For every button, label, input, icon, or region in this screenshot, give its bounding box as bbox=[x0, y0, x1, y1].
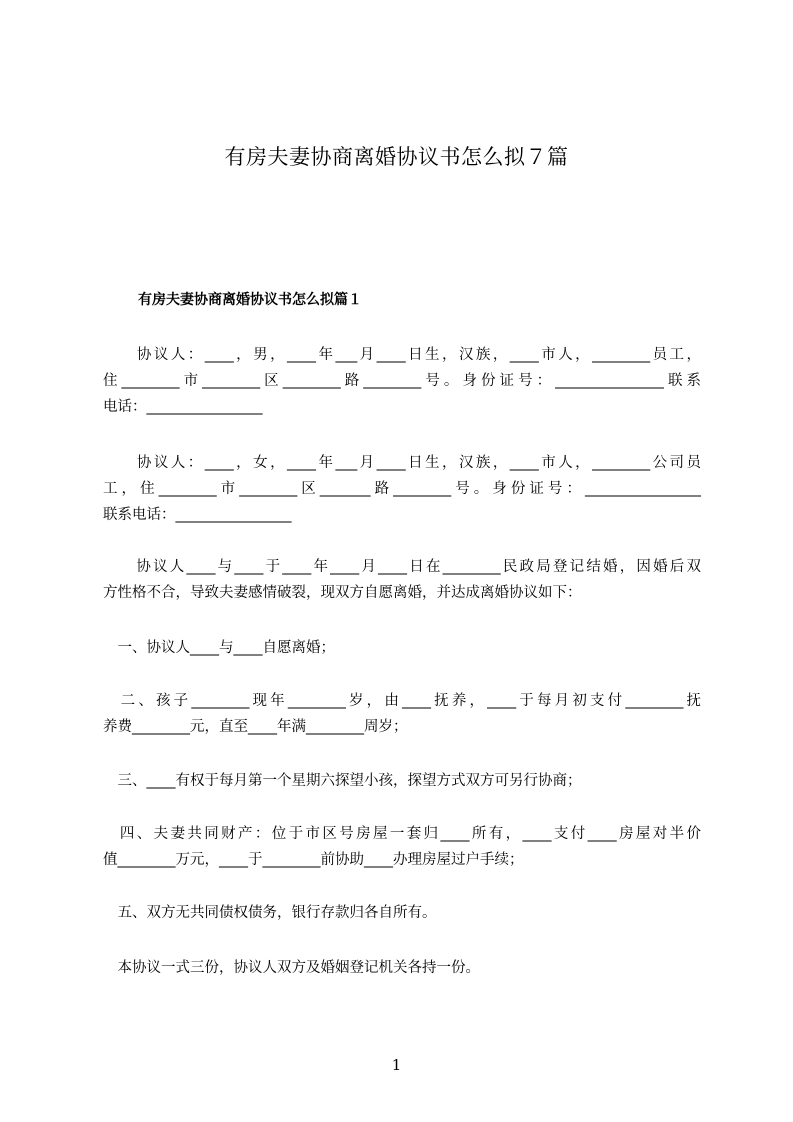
paragraph-clause-1 bbox=[103, 635, 701, 661]
paragraph-line: 协议人____与____于____年____月____日在________民政局登记结婚，因婚后双 bbox=[103, 559, 701, 575]
paragraph-clause-4 bbox=[103, 821, 701, 873]
paragraph-line: 工，住________市________区_______路________号。身份证号：________________ bbox=[103, 481, 701, 497]
paragraph-line: 本协议一式三份，协议人双方及婚姻登记机关各持一份。 bbox=[103, 960, 480, 976]
paragraph-party-male bbox=[103, 342, 701, 420]
paragraph-marriage-statement bbox=[103, 554, 701, 606]
paragraph-line: 三、____有权于每月第一个星期六探望小孩，探望方式双方可另行协商； bbox=[103, 773, 582, 789]
paragraph-line: 一、协议人____与____自愿离婚； bbox=[103, 640, 335, 656]
paragraph-clause-2 bbox=[103, 688, 701, 740]
paragraph-clause-3 bbox=[103, 768, 701, 794]
paragraph-line: 值________万元，____于________前协助____办理房屋过户手续； bbox=[103, 852, 524, 868]
paragraph-line: 电话：________________ bbox=[103, 399, 263, 415]
paragraph-line: 二、孩子________现年________岁，由____抚养，____于每月初支付________抚 bbox=[103, 693, 701, 709]
section-heading: 有房夫妻协商离婚协议书怎么拟篇１ bbox=[138, 292, 362, 308]
paragraph-line: 养费________元，直至____年满________周岁； bbox=[103, 719, 408, 735]
paragraph-line: 四、夫妻共同财产：位于市区号房屋一套归____所有，____支付____房屋对半价 bbox=[103, 826, 701, 842]
paragraph-clause-5 bbox=[103, 900, 701, 926]
page-number: 1 bbox=[391, 1056, 402, 1074]
paragraph-line: 方性格不合，导致夫妻感情破裂，现双方自愿离婚，并达成离婚协议如下： bbox=[103, 585, 582, 601]
paragraph-copies bbox=[103, 955, 701, 981]
paragraph-line: 住________市________区________路________号。身份证号：_______________联系 bbox=[103, 373, 701, 389]
paragraph-line: 协议人：____，男，____年___月____日生，汉族，____市人，________员工， bbox=[103, 347, 701, 363]
document-title: 有房夫妻协商离婚协议书怎么拟７篇 bbox=[224, 145, 569, 169]
paragraph-line: 协议人：____，女，____年___月____日生，汉族，____市人，________公司员 bbox=[103, 455, 701, 471]
paragraph-line: 联系电话：________________ bbox=[103, 507, 292, 523]
paragraph-line: 五、双方无共同债权债务，银行存款归各自所有。 bbox=[103, 905, 437, 921]
paragraph-party-female bbox=[103, 450, 701, 528]
